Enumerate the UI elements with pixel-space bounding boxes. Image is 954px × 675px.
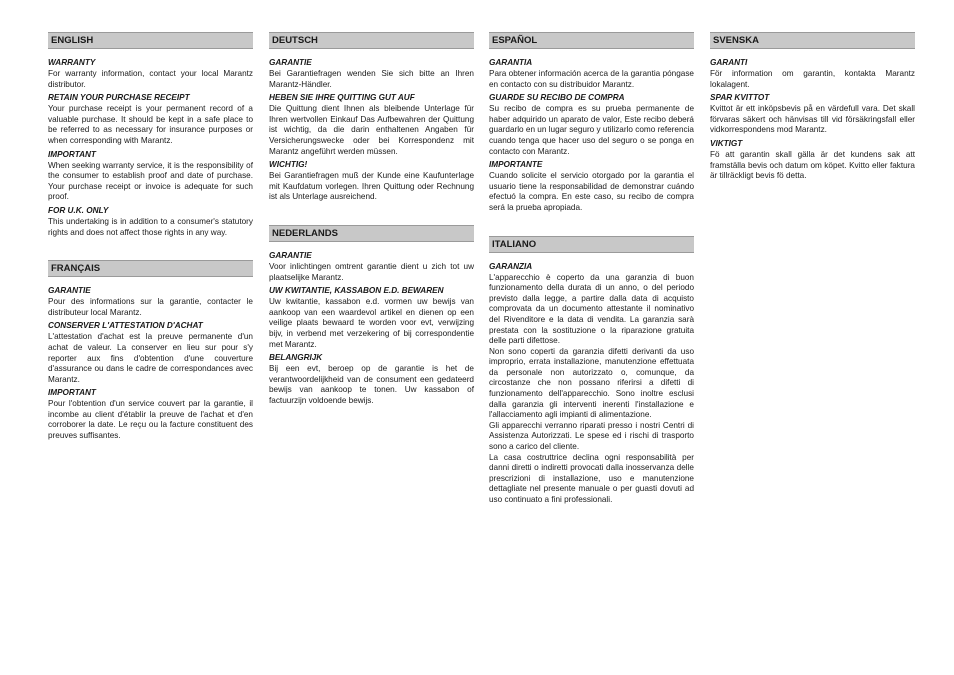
column-english-francais: [48, 32, 253, 446]
subheading: SPAR KVITTOT: [710, 93, 770, 103]
subheading: RETAIN YOUR PURCHASE RECEIPT: [48, 93, 190, 103]
section-header-deutsch: DEUTSCH: [269, 32, 474, 49]
column-deutsch-nederlands: [269, 32, 474, 410]
section-svenska: [710, 58, 915, 182]
subheading: FOR U.K. ONLY: [48, 205, 109, 215]
paragraph: Non sono coperti da garanzia difetti derivanti da uso improprio, errata installazione, manutenzione effettuata da personale non autorizzato o, comunque, da circostanze che non possano riferirsi a difetti di funzionamento dell'apparecchio. Sono inoltre esclusi dalla garanzia gli interventi inerenti l'installazione e l'allacciamento agli impianti di alimentazione.: [489, 346, 694, 420]
subheading: GARANTI: [710, 58, 748, 67]
paragraph: Fö att garantin skall gälla är det kundens sak att framställa bevis och datum om köpet. Kvitto eller faktura är tillräckligt bevis fö detta.: [710, 149, 915, 181]
section-header-nederlands: NEDERLANDS: [269, 225, 474, 242]
subheading: IMPORTANTE: [489, 160, 543, 170]
subheading: VIKTIGT: [710, 138, 743, 148]
paragraph: Uw kwitantie, kassabon e.d. vormen uw bewijs van aankoop van een waardevol artikel en dienen op een veilige plaats bewaard te worden voor evt, verwijzing bijv, in verbend met verzekering of bij correspondentie met Marantz.: [269, 297, 474, 349]
section-espanol: [489, 58, 694, 214]
subheading: IMPORTANT: [48, 149, 96, 159]
subheading: GARANTIE: [269, 58, 312, 67]
subheading: WARRANTY: [48, 58, 96, 67]
paragraph: Die Quittung dient Ihnen als bleibende Unterlage für Ihren wertvollen Einkauf Das Aufbewahren der Quittung ist wichtig, da die darin enthaltenen Angaben für Versicherungswecke oder bei Korrespondenz mit Marantz angeführt werden müssen.: [269, 104, 474, 156]
subheading: GARANTIE: [269, 250, 312, 260]
column-espanol-italiano: [489, 32, 694, 510]
paragraph: This undertaking is in addition to a consumer's statutory rights and does not affect those rights in any way.: [48, 216, 253, 237]
paragraph: För information om garantin, kontakta Marantz lokalagent.: [710, 69, 915, 89]
paragraph: Bij een evt, beroep op de garantie is het de verantwoordelijkheid van de consument een gedateerd bewijs van aankoop te tonen. Uw kassabon of factuurzijn voldoende bewijs.: [269, 364, 474, 405]
subheading: GARANTIA: [489, 58, 533, 67]
subheading: UW KWITANTIE, KASSABON E.D. BEWAREN: [269, 286, 444, 296]
subheading: BELANGRIJK: [269, 353, 323, 363]
section-header-espanol: ESPAÑOL: [489, 32, 694, 49]
paragraph: Cuando solicite el servicio otorgado por la garantia el usuario tiene la responsabilidad de demonstrar cuándo efectuó la compra. En este caso, su recibo de compra será la prueba apropiada.: [489, 171, 694, 212]
section-francais: [48, 286, 253, 442]
section-header-svenska: SVENSKA: [710, 32, 915, 49]
section-header-english: ENGLISH: [48, 32, 253, 49]
section-italiano: [489, 262, 694, 506]
paragraph: Pour des informations sur la garantie, contacter le distributeur local Marantz.: [48, 297, 253, 317]
paragraph: For warranty information, contact your local Marantz distributor.: [48, 69, 253, 89]
subheading: HEBEN SIE IHRE QUITTING GUT AUF: [269, 93, 415, 103]
paragraph: Bei Garantiefragen wenden Sie sich bitte an Ihren Marantz-Händler.: [269, 69, 474, 89]
paragraph: Pour l'obtention d'un service couvert par la garantie, il incombe au client d'établir la preuve de l'achat et d'en corroborer la date. Le reçu ou la facture constituent des preuves suffisantes.: [48, 399, 253, 441]
section-english: [48, 58, 253, 238]
column-svenska: [710, 32, 915, 186]
paragraph: When seeking warranty service, it is the responsibility of the consumer to establish proof and date of purchase. Your purchase receipt or invoice is adequate for such proof.: [48, 160, 253, 202]
subheading: GARANZIA: [489, 261, 533, 271]
paragraph: Su recibo de compra es su prueba permanente de haber adquirido un aparato de valor, Este recibo deberá guardarlo en un lugar seguro y utilizarlo como referencia cuando tenga que hacer uso del seguro o se ponga en contacto con Marantz.: [489, 104, 694, 156]
paragraph: Bei Garantiefragen muß der Kunde eine Kaufunterlage mit Kaufdatum vorlegen. Ihren Quittung oder Rechnung ist als Unterlage ausreichend.: [269, 171, 474, 202]
subheading: WICHTIG!: [269, 160, 308, 170]
paragraph: Para obtener información acerca de la garantia póngase en contacto con su distribuidor Marantz.: [489, 69, 694, 89]
paragraph: Kvittot är ett inköpsbevis på en värdefull vara. Det skall förvaras säkert och hänvisas till vid försäkringsfall eller vidkorrespondens mod Marantz.: [710, 104, 915, 135]
paragraph: Gli apparecchi verranno riparati presso i nostri Centri di Assistenza Autorizzati. Le spese ed i rischi di trasporto sono a carico del cliente.: [489, 420, 694, 452]
paragraph: Voor inlichtingen omtrent garantie dient u zich tot uw plaatselijke Marantz.: [269, 261, 474, 282]
section-header-italiano: ITALIANO: [489, 236, 694, 253]
paragraph: L'attestation d'achat est la preuve permanente d'un achat de valeur. La conserver en lieu sur pour s'y reporter aux fins d'obtention d'une couverture d'assurance ou dans le cadre de correspondances avec Marantz.: [48, 332, 253, 384]
paragraph: La casa costruttrice declina ogni responsabilità per danni diretti o indiretti provocati dalla inosservanza delle prescrizioni di installazione, uso e manutenzione dettagliate nel presente manuale o per guasti dovuti ad uso continuato a fini professionali.: [489, 452, 694, 504]
subheading: GARANTIE: [48, 286, 91, 296]
section-header-francais: FRANÇAIS: [48, 260, 253, 277]
subheading: CONSERVER L'ATTESTATION D'ACHAT: [48, 321, 203, 331]
paragraph: L'apparecchio è coperto da una garanzia di buon funzionamento della durata di un anno, o del periodo previsto dalla legge, a partire dalla data di acquisto comprovata da un documento attestante il nominativo del Rivenditore e la data di vendita. La garanzia sarà prestata con la sostituzione o la riparazione gratuita delle parti difettose.: [489, 272, 694, 346]
section-deutsch: [269, 58, 474, 203]
paragraph: Your purchase receipt is your permanent record of a valuable purchase. It should be kept in a safe place to be referred to as necessary for insurance purposes or when corresponding with Marantz.: [48, 104, 253, 145]
subheading: GUARDE SU RECIBO DE COMPRA: [489, 93, 625, 103]
section-nederlands: [269, 251, 474, 407]
subheading: IMPORTANT: [48, 388, 96, 398]
